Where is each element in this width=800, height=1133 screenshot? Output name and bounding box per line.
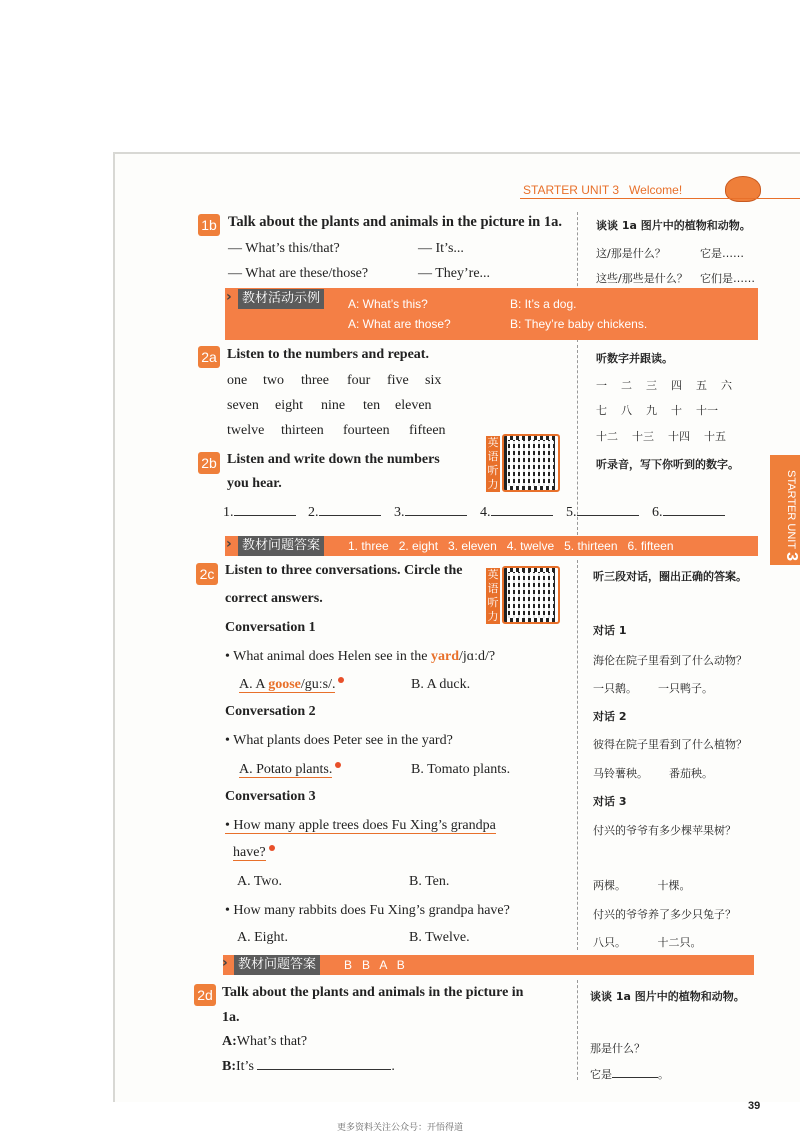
unit-title: Welcome! bbox=[629, 183, 683, 197]
zh-number: 四 bbox=[671, 379, 682, 392]
option-1a[interactable] bbox=[239, 677, 344, 693]
zh-conversation-2: 对话 2 bbox=[593, 710, 627, 723]
instruction-2c-line1: Listen to three conversations. Circle the bbox=[225, 563, 463, 578]
answer-blank-2[interactable] bbox=[308, 505, 381, 521]
question-2: • What plants does Peter see in the yard? bbox=[225, 733, 453, 748]
zh-dialog-q1: 这/那是什么？ bbox=[596, 247, 666, 260]
zh-period: 。 bbox=[658, 1068, 669, 1081]
zh-number: 五 bbox=[696, 379, 707, 392]
zh-answers-2: 马铃薯秧。 番茄秧。 bbox=[593, 767, 713, 780]
zh-instruction-2c: 听三段对话，圈出正确的答案。 bbox=[593, 570, 747, 583]
number-word: fifteen bbox=[409, 423, 446, 438]
listening-label bbox=[486, 568, 500, 624]
number-word: one bbox=[227, 373, 248, 388]
zh-answers-1: 一只鹅。 一只鸭子。 bbox=[593, 682, 713, 695]
answers-2b: 1. three 2. eight 3. eleven 4. twelve 5. thirteen 6. fifteen bbox=[348, 539, 674, 553]
dialog-b-line[interactable] bbox=[222, 1059, 395, 1075]
zh-number: 六 bbox=[721, 379, 732, 392]
blank-number: 6. bbox=[652, 505, 663, 520]
dialog-a2: — They’re... bbox=[418, 266, 491, 281]
instruction-2d-line2: 1a. bbox=[222, 1010, 240, 1025]
blank-number: 3. bbox=[394, 505, 405, 520]
answers-2c: B B A B bbox=[344, 958, 405, 972]
number-word: seven bbox=[227, 398, 259, 413]
zh-question-3: 付兴的爷爷有多少棵苹果树？ bbox=[593, 824, 736, 837]
option-2a[interactable] bbox=[239, 762, 341, 778]
zh-number: 九 bbox=[646, 404, 657, 417]
zh-instruction-2d: 谈谈 1a 图片中的植物和动物。 bbox=[590, 990, 745, 1003]
qr-code-icon[interactable] bbox=[502, 434, 560, 492]
zh-number: 十四 bbox=[668, 430, 690, 443]
listening-label bbox=[486, 436, 500, 492]
number-word: eight bbox=[275, 398, 303, 413]
option-3b[interactable]: B. Ten. bbox=[409, 874, 450, 889]
instruction-2b-line2: you hear. bbox=[227, 476, 282, 491]
question-text: have? bbox=[233, 845, 266, 860]
zh-number: 二 bbox=[621, 379, 632, 392]
chevron-right-icon: › bbox=[226, 289, 232, 305]
number-word: eleven bbox=[395, 398, 432, 413]
chevron-right-icon: › bbox=[226, 536, 232, 552]
number-word: four bbox=[347, 373, 371, 388]
answer-blank-4[interactable] bbox=[480, 505, 553, 521]
number-word: three bbox=[301, 373, 329, 388]
zh-number-row3 bbox=[596, 428, 726, 444]
unit-header bbox=[523, 183, 682, 197]
speaker-a: A: bbox=[222, 1034, 237, 1049]
instruction-2a: Listen to the numbers and repeat. bbox=[227, 347, 429, 362]
number-word: two bbox=[263, 373, 284, 388]
column-divider bbox=[577, 560, 578, 950]
instruction-2b-line1: Listen and write down the numbers bbox=[227, 452, 440, 467]
dialog-a1: — It’s... bbox=[418, 241, 464, 256]
conversation-2-heading: Conversation 2 bbox=[225, 704, 316, 719]
zh-number: 十二 bbox=[596, 430, 618, 443]
phonetic: /guːs/. bbox=[300, 677, 336, 692]
qr-label-char: 力 bbox=[487, 610, 499, 623]
blank-number: 5. bbox=[566, 505, 577, 520]
question-text: • What animal does Helen see in the bbox=[225, 649, 432, 664]
number-word: six bbox=[425, 373, 442, 388]
section-tag-2a: 2a bbox=[198, 346, 220, 368]
dialog-a-line bbox=[222, 1034, 307, 1050]
zh-dialog-a: 那是什么？ bbox=[590, 1042, 645, 1055]
zh-number: 七 bbox=[596, 404, 607, 417]
zh-conversation-1: 对话 1 bbox=[593, 624, 627, 637]
zh-question-2: 彼得在院子里看到了什么植物？ bbox=[593, 738, 747, 751]
correct-marker-icon bbox=[335, 762, 341, 768]
qr-label-char: 语 bbox=[487, 582, 499, 595]
instruction-2c-line2: correct answers. bbox=[225, 591, 323, 606]
zh-number: 十 bbox=[671, 404, 682, 417]
option-1b[interactable]: B. A duck. bbox=[411, 677, 471, 692]
zh-dialog-q2: 这些/那些是什么？ bbox=[596, 272, 688, 285]
zh-number: 十三 bbox=[632, 430, 654, 443]
number-word: ten bbox=[363, 398, 381, 413]
chevron-right-icon: › bbox=[222, 955, 228, 971]
conversation-1-heading: Conversation 1 bbox=[225, 620, 316, 635]
column-divider bbox=[577, 980, 578, 1080]
zh-question-4: 付兴的爷爷养了多少只兔子？ bbox=[593, 908, 736, 921]
option-3a[interactable]: A. Two. bbox=[237, 874, 283, 889]
zh-dialog-a1: 它是…… bbox=[700, 247, 744, 260]
example-a1: A: What’s this? bbox=[348, 297, 428, 311]
answer-blank-1[interactable] bbox=[223, 505, 296, 521]
zh-conversation-3: 对话 3 bbox=[593, 795, 627, 808]
question-1 bbox=[225, 649, 495, 665]
instruction-1b: Talk about the plants and animals in the picture in 1a. bbox=[228, 214, 562, 230]
option-text: A. Potato plants. bbox=[239, 762, 333, 777]
section-tag-1b: 1b bbox=[198, 214, 220, 236]
footer-note: 更多资料关注公众号：开悟得道 bbox=[336, 1123, 463, 1133]
zh-instruction-2a: 听数字并跟读。 bbox=[596, 352, 673, 365]
side-starter: STARTER bbox=[785, 470, 797, 521]
blank-number: 4. bbox=[480, 505, 491, 520]
correct-marker-icon bbox=[338, 677, 344, 683]
zh-instruction-2b: 听录音，写下你听到的数字。 bbox=[596, 458, 739, 471]
zh-number: 八 bbox=[621, 404, 632, 417]
band-label-answers: 教材问题答案 bbox=[238, 536, 324, 556]
zh-number-row1 bbox=[596, 377, 732, 393]
zh-number: 十一 bbox=[696, 404, 718, 417]
answer-blank-5[interactable] bbox=[566, 505, 639, 521]
side-unit: UNIT bbox=[785, 523, 797, 550]
dialog-q2: — What are these/those? bbox=[228, 266, 369, 281]
qr-label-char: 听 bbox=[487, 464, 499, 477]
zh-question-1: 海伦在院子里看到了什么动物？ bbox=[593, 654, 747, 667]
side-unit-num: 3 bbox=[783, 552, 800, 562]
dialog-text: What’s that? bbox=[236, 1034, 308, 1049]
example-a2: A: What are those? bbox=[348, 317, 451, 331]
qr-label-char: 力 bbox=[487, 478, 499, 491]
period: . bbox=[391, 1059, 395, 1074]
section-tag-2b: 2b bbox=[198, 452, 220, 474]
zh-number: 十五 bbox=[704, 430, 726, 443]
instruction-2d-line1: Talk about the plants and animals in the picture in bbox=[222, 985, 524, 1000]
answer-blank-3[interactable] bbox=[394, 505, 467, 521]
speaker-b: B: bbox=[222, 1059, 236, 1074]
page-number: 39 bbox=[748, 1100, 761, 1112]
number-word: fourteen bbox=[343, 423, 390, 438]
number-word: nine bbox=[321, 398, 346, 413]
highlight-word: goose bbox=[268, 677, 301, 692]
section-tag-2d: 2d bbox=[194, 984, 216, 1006]
example-b1: B: It’s a dog. bbox=[510, 297, 577, 311]
conversation-3-heading: Conversation 3 bbox=[225, 789, 316, 804]
number-word: five bbox=[387, 373, 409, 388]
answer-blank-6[interactable] bbox=[652, 505, 725, 521]
qr-label-char: 语 bbox=[487, 450, 499, 463]
example-b2: B: They’re baby chickens. bbox=[510, 317, 648, 331]
unit-label: STARTER UNIT 3 bbox=[523, 183, 620, 197]
zh-number: 一 bbox=[596, 379, 607, 392]
zh-instruction-1b: 谈谈 1a 图片中的植物和动物。 bbox=[596, 219, 751, 232]
section-tag-2c: 2c bbox=[196, 563, 218, 585]
highlight-word: yard bbox=[431, 649, 460, 664]
zh-answers-3: 两棵。 十棵。 bbox=[593, 879, 691, 892]
blank-number: 1. bbox=[223, 505, 234, 520]
qr-label-char: 听 bbox=[487, 596, 499, 609]
dialog-q1: — What’s this/that? bbox=[228, 241, 340, 256]
zh-dialog-text: 它是 bbox=[590, 1068, 612, 1081]
option-4a[interactable]: A. Eight. bbox=[237, 930, 288, 945]
band-label-example: 教材活动示例 bbox=[238, 289, 324, 309]
side-unit-text bbox=[773, 470, 800, 562]
question-3-cont bbox=[233, 845, 275, 861]
question-3 bbox=[225, 818, 496, 834]
zh-number: 三 bbox=[646, 379, 657, 392]
option-2b[interactable]: B. Tomato plants. bbox=[411, 762, 511, 777]
qr-label-char: 英 bbox=[487, 568, 499, 581]
zh-number-row2 bbox=[596, 402, 718, 418]
qr-code-icon[interactable] bbox=[502, 566, 560, 624]
zh-dialog-b[interactable] bbox=[590, 1066, 669, 1082]
band-label-answers: 教材问题答案 bbox=[234, 955, 320, 975]
qr-label-char: 英 bbox=[487, 436, 499, 449]
phonetic: /jɑːd/? bbox=[459, 649, 496, 664]
correct-marker-icon bbox=[269, 845, 275, 851]
zh-dialog-a2: 它们是…… bbox=[700, 272, 755, 285]
option-4b[interactable]: B. Twelve. bbox=[409, 930, 470, 945]
question-text: • How many apple trees does Fu Xing’s grandpa bbox=[225, 818, 496, 833]
number-word: thirteen bbox=[281, 423, 324, 438]
number-word: twelve bbox=[227, 423, 265, 438]
zh-answers-4: 八只。 十二只。 bbox=[593, 936, 702, 949]
option-text: A. A bbox=[239, 677, 269, 692]
question-4: • How many rabbits does Fu Xing’s grandpa have? bbox=[225, 903, 510, 918]
dialog-text: It’s bbox=[236, 1059, 254, 1074]
blank-number: 2. bbox=[308, 505, 319, 520]
header-rule bbox=[520, 198, 800, 199]
